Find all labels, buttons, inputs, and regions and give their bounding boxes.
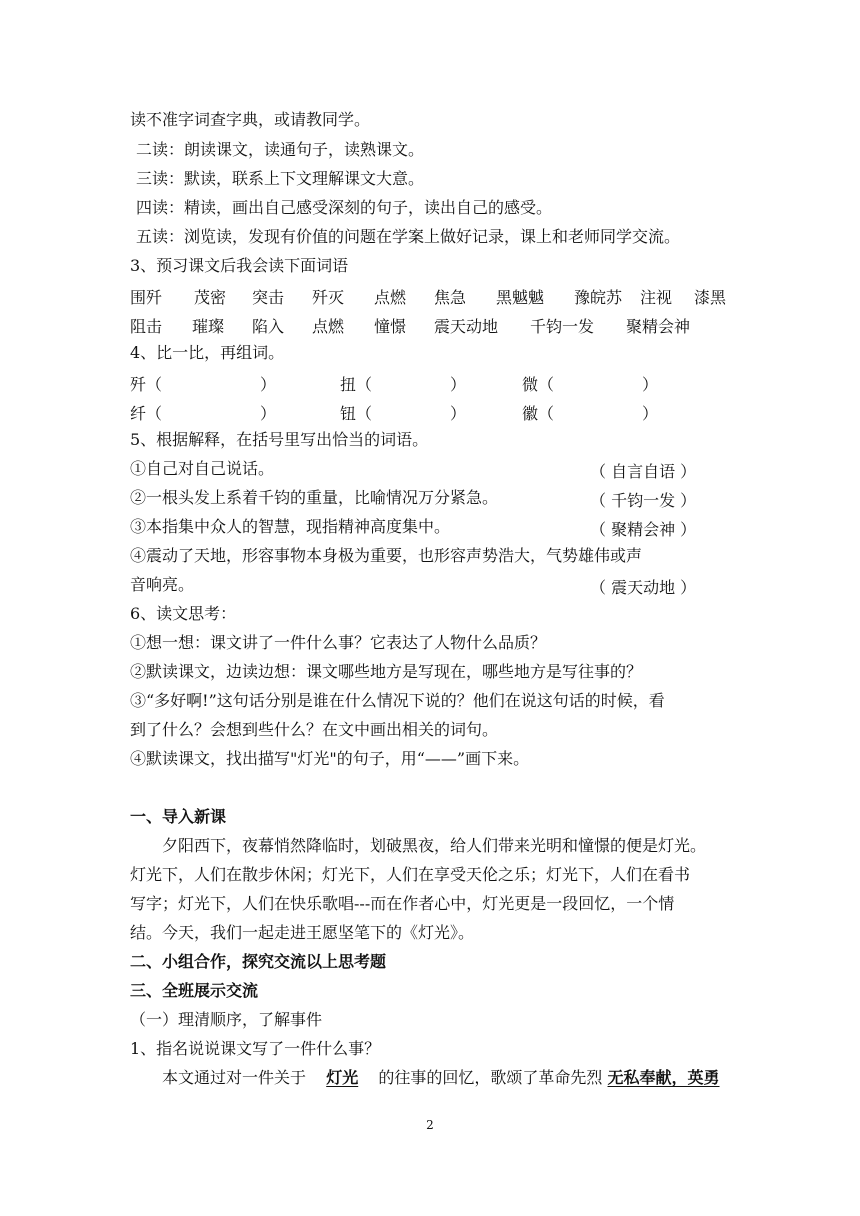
word: 点燃 bbox=[374, 288, 407, 307]
paragraph-line: 灯光下，人们在散步休闲；灯光下，人们在享受天伦之乐；灯光下，人们在看书 bbox=[130, 865, 691, 884]
bracket-close: ） bbox=[260, 375, 277, 394]
question-cont: 到了什么？会想到些什么？在文中画出相关的词句。 bbox=[130, 720, 499, 739]
paragraph-line: 夕阳西下，夜幕悄然降临时，划破黑夜，给人们带来光明和憧憬的便是灯光。 bbox=[162, 836, 707, 855]
page-number: 2 bbox=[426, 1118, 434, 1132]
char-bracket: 钮（ bbox=[340, 404, 373, 423]
word: 点燃 bbox=[312, 317, 345, 336]
char-bracket: 纤（ bbox=[130, 404, 163, 423]
text-line: 四读：精读，画出自己感受深刻的句子，读出自己的感受。 bbox=[136, 198, 553, 217]
word: 焦急 bbox=[434, 288, 467, 307]
answer: （ 千钧一发 ） bbox=[590, 491, 697, 510]
question: ④默读课文，找出描写"灯光"的句子，用“——”画下来。 bbox=[130, 749, 530, 768]
bracket-close: ） bbox=[642, 375, 659, 394]
definition-item: ①自己对自己说话。 bbox=[130, 459, 275, 478]
text-run: 本文通过对一件关于 bbox=[162, 1068, 307, 1087]
word: 千钧一发 bbox=[530, 317, 595, 336]
section-heading: 5、根据解释，在括号里写出恰当的词语。 bbox=[130, 430, 429, 449]
word: 黑魆魆 bbox=[496, 288, 545, 307]
question: ①想一想：课文讲了一件什么事？它表达了人物什么品质？ bbox=[130, 633, 547, 652]
word: 阻击 bbox=[130, 317, 163, 336]
word: 围歼 bbox=[130, 288, 163, 307]
paragraph-line: 结。今天，我们一起走进王愿坚笔下的《灯光》。 bbox=[130, 923, 475, 942]
word: 豫皖苏 bbox=[574, 288, 623, 307]
question: ③“多好啊!”这句话分别是谁在什么情况下说的？他们在说这句话的时候，看 bbox=[130, 691, 665, 710]
definition-item-cont: 音响亮。 bbox=[130, 575, 195, 594]
section-heading: 3、预习课文后我会读下面词语 bbox=[130, 256, 349, 275]
sub-heading: （一）理清顺序，了解事件 bbox=[130, 1010, 323, 1029]
word: 注视 bbox=[640, 288, 673, 307]
answer: （ 自言自语 ） bbox=[590, 462, 697, 481]
answer: （ 震天动地 ） bbox=[590, 578, 697, 597]
bracket-close: ） bbox=[260, 404, 277, 423]
word: 突击 bbox=[252, 288, 285, 307]
char-bracket: 扭（ bbox=[340, 375, 373, 394]
lesson-heading: 二、小组合作，探究交流以上思考题 bbox=[130, 952, 387, 971]
definition-item: ②一根头发上系着千钧的重量，比喻情况万分紧急。 bbox=[130, 488, 499, 507]
section-heading: 4、比一比，再组词。 bbox=[130, 343, 285, 362]
word: 聚精会神 bbox=[626, 317, 691, 336]
definition-item: ③本指集中众人的智慧，现指精神高度集中。 bbox=[130, 517, 451, 536]
lesson-heading: 一、导入新课 bbox=[130, 807, 227, 826]
underlined-word: 灯光 bbox=[326, 1068, 359, 1087]
underlined-phrase: 无私奉献，英勇 bbox=[607, 1068, 720, 1087]
text-line: 二读：朗读课文，读通句子，读熟课文。 bbox=[136, 140, 425, 159]
sub-heading: 1、指名说说课文写了一件什么事？ bbox=[130, 1039, 381, 1058]
word: 茂密 bbox=[194, 288, 227, 307]
text-line: 读不准字词查字典，或请教同学。 bbox=[130, 110, 371, 129]
char-bracket: 徽（ bbox=[522, 404, 555, 423]
bracket-close: ） bbox=[642, 404, 659, 423]
text-run: 的往事的回忆，歌颂了革命先烈 bbox=[378, 1068, 603, 1087]
word: 陷入 bbox=[252, 317, 285, 336]
bracket-close: ） bbox=[450, 375, 467, 394]
word: 璀璨 bbox=[192, 317, 225, 336]
char-bracket: 歼（ bbox=[130, 375, 163, 394]
paragraph-line bbox=[162, 1068, 720, 1088]
text-line: 三读：默读，联系上下文理解课文大意。 bbox=[136, 169, 425, 188]
definition-item: ④震动了天地，形容事物本身极为重要，也形容声势浩大，气势雄伟或声 bbox=[130, 546, 643, 565]
word: 歼灭 bbox=[312, 288, 345, 307]
text-line: 五读：浏览读，发现有价值的问题在学案上做好记录，课上和老师同学交流。 bbox=[136, 227, 681, 246]
bracket-close: ） bbox=[450, 404, 467, 423]
char-bracket: 微（ bbox=[522, 375, 555, 394]
paragraph-line: 写字；灯光下，人们在快乐歌唱---而在作者心中，灯光更是一段回忆，一个情 bbox=[130, 894, 675, 913]
lesson-heading: 三、全班展示交流 bbox=[130, 981, 259, 1000]
section-heading: 6、读文思考： bbox=[130, 604, 237, 623]
question: ②默读课文，边读边想：课文哪些地方是写现在，哪些地方是写往事的？ bbox=[130, 662, 643, 681]
word: 震天动地 bbox=[434, 317, 499, 336]
answer: （ 聚精会神 ） bbox=[590, 520, 697, 539]
word: 漆黑 bbox=[694, 288, 727, 307]
word: 憧憬 bbox=[374, 317, 407, 336]
